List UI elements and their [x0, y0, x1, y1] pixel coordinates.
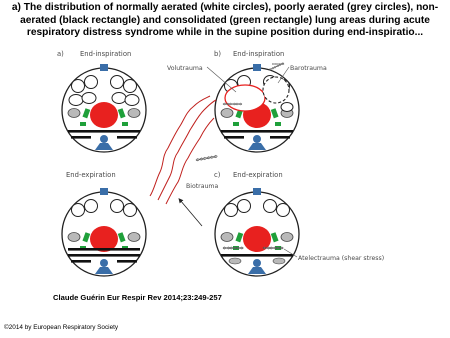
panel-c-label: End-expiration: [233, 171, 283, 179]
panel-a-bottom-label: End-expiration: [66, 171, 116, 179]
barotrauma-label: Barotrauma: [290, 65, 327, 72]
panel-a-inspiration: [57, 50, 146, 152]
panel-a-expiration: [62, 171, 146, 276]
panel-b-inspiration: [167, 50, 327, 152]
atelectrauma-label: Atelectrauma (shear stress): [298, 255, 385, 262]
panel-c-expiration: [214, 171, 384, 276]
panel-a-letter: a): [57, 50, 64, 58]
biotrauma-label: Biotrauma: [186, 183, 219, 190]
copyright: ©2014 by European Respiratory Society: [4, 324, 119, 331]
panel-a-top-label: End-inspiration: [80, 50, 132, 58]
volutrauma-label: Volutrauma: [167, 65, 203, 72]
panel-b-label: End-inspiration: [233, 50, 285, 58]
citation: Claude Guérin Eur Respir Rev 2014;23:249-257: [53, 293, 222, 302]
figure-title: a) The distribution of normally aerated (white circles), poorly aerated (grey circles), non-aerated (black rectangle) and consolidated (green rectangle) lung areas during acute respiratory distress syndrome while in the supine position during end-inspiratio...: [11, 2, 439, 39]
panel-c-letter: c): [214, 171, 221, 179]
cycle-arrow: [180, 200, 202, 226]
panel-b-letter: b): [214, 50, 221, 58]
